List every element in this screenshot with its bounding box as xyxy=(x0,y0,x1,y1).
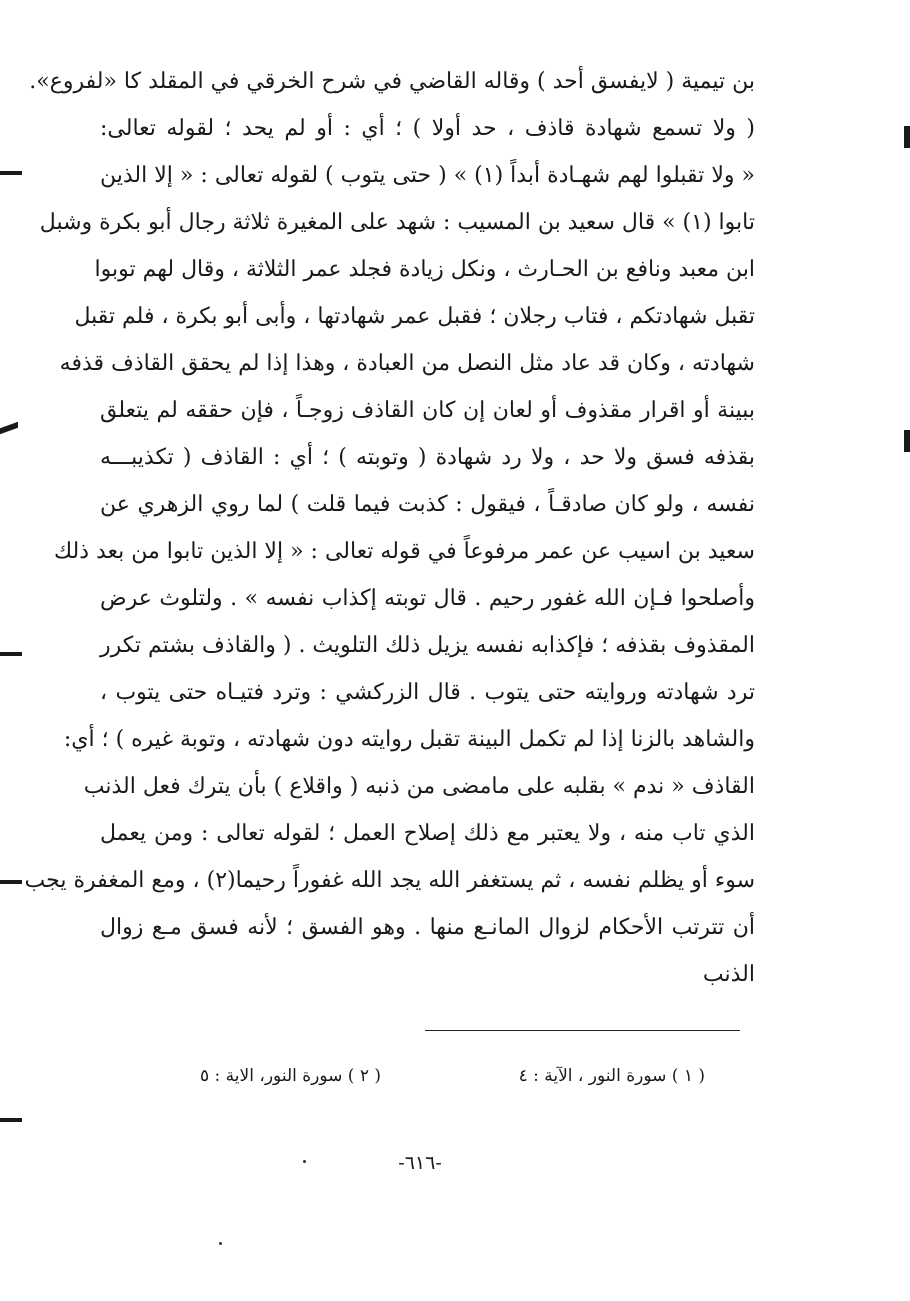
text-line: ترد شهادته وروايته حتى يتوب . قال الزركشي : وترد فتيـاه حتى يتوب ، xyxy=(100,680,755,705)
margin-tick-mark xyxy=(0,1118,22,1122)
text-line: سوء أو يظلم نفسه ، ثم يستغفر الله يجد الله غفوراً رحيما(٢) ، ومع المغفرة يجب xyxy=(24,868,755,893)
text-line: « ولا تقبلوا لهم شهـادة أبداً (١) » ( حتى يتوب ) لقوله تعالى : « إلا الذين xyxy=(100,163,755,188)
text-line: سعيد بن اسيب عن عمر مرفوعاً في قوله تعالى : « إلا الذين تابوا من بعد ذلك xyxy=(53,539,755,564)
text-line: نفسه ، ولو كان صادقـاً ، فيقول : كذبت فيما قلت ) لما روي الزهري عن xyxy=(100,492,755,517)
text-line: ( ولا تسمع شهادة قاذف ، حد أولا ) ؛ أي : أو لم يحد ؛ لقوله تعالى: xyxy=(100,116,755,141)
text-line: الذنب xyxy=(702,962,755,987)
scan-edge-mark xyxy=(904,126,910,148)
footnotes xyxy=(200,1066,705,1096)
text-line: بن تيمية ( لايفسق أحد ) وقاله القاضي في شرح الخرقي في المقلد كا «لفروع». xyxy=(29,69,755,94)
footnote-2: ( ٢ ) سورة النور، الاية : ٥ xyxy=(200,1066,382,1086)
main-text-block xyxy=(24,58,755,998)
page-number: -٦١٦- xyxy=(398,1152,442,1174)
text-line: تقبل شهادتكم ، فتاب رجلان ؛ فقبل عمر شهادتها ، وأبى أبو بكرة ، فلم تقبل xyxy=(74,304,755,329)
scan-edge-mark xyxy=(904,430,910,452)
text-line: بقذفه فسق ولا حد ، ولا رد شهادة ( وتوبته ) ؛ أي : القاذف ( تكذيبـــه xyxy=(100,445,755,470)
scan-speck xyxy=(219,1242,222,1245)
text-line: والشاهد بالزنا إذا لم تكمل البينة تقبل روايته دون شهادته ، وتوبة غيره ) ؛ أي: xyxy=(63,727,755,752)
text-line: ببينة أو اقرار مقذوف أو لعان إن كان القاذف زوجـاً ، فإن حققه لم يتعلق xyxy=(100,398,755,423)
text-line: القاذف « ندم » بقلبه على مامضى من ذنبه ( واقلاع ) بأن يترك فعل الذنب xyxy=(83,774,755,799)
footnote-separator xyxy=(425,1030,740,1031)
margin-tick-mark xyxy=(0,422,18,435)
text-line: وأصلحوا فـإن الله غفور رحيم . قال توبته إكذاب نفسه » . ولتلوث عرض xyxy=(100,586,755,611)
margin-tick-mark xyxy=(0,171,22,175)
text-line: المقذوف بقذفه ؛ فإكذابه نفسه يزيل ذلك التلويث . ( والقاذف بشتم تكرر xyxy=(99,633,755,658)
text-line: تابوا (١) » قال سعيد بن المسيب : شهد على المغيرة ثلاثة رجال أبو بكرة وشبل xyxy=(39,210,755,235)
text-line: ابن معبد ونافع بن الحـارث ، ونكل زيادة فجلد عمر الثلاثة ، وقال لهم توبوا xyxy=(94,257,755,282)
text-line: أن تترتب الأحكام لزوال المانـع منها . وهو الفسق ؛ لأنه فسق مـع زوال xyxy=(100,915,755,940)
text-line: الذي تاب منه ، ولا يعتبر مع ذلك إصلاح العمل ؛ لقوله تعالى : ومن يعمل xyxy=(100,821,755,846)
margin-tick-mark xyxy=(0,652,22,656)
footnote-1: ( ١ ) سورة النور ، الآية : ٤ xyxy=(518,1066,705,1086)
text-line: شهادته ، وكان قد عاد مثل النصل من العبادة ، وهذا إذا لم يحقق القاذف قذفه xyxy=(59,351,755,376)
scan-speck xyxy=(303,1160,306,1163)
margin-tick-mark xyxy=(0,880,22,884)
